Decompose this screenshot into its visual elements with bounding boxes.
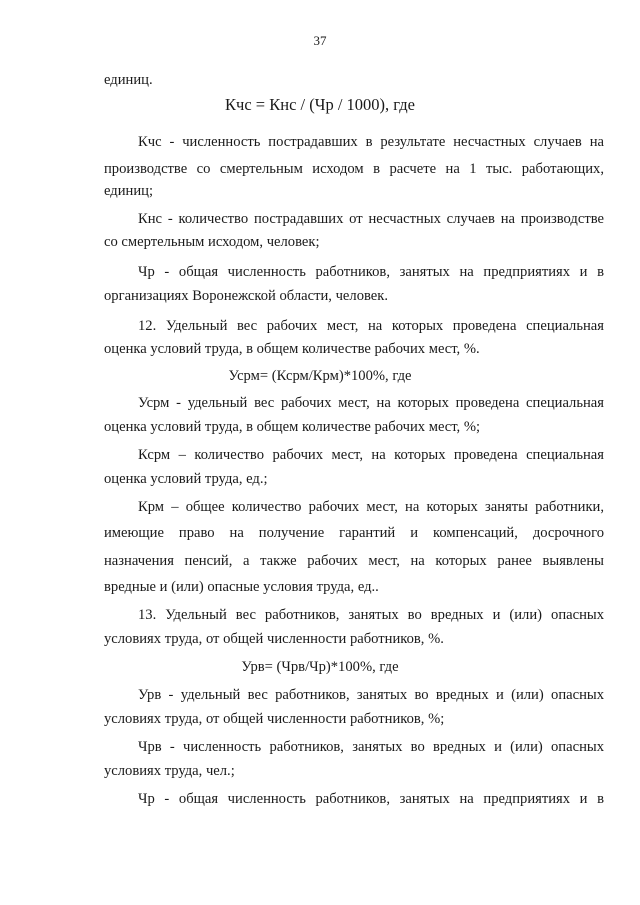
- text-line: Усрм - удельный вес рабочих мест, на которых проведена специальная: [138, 395, 604, 411]
- text-line: Чр - общая численность работников, занятых на предприятиях и в: [138, 791, 604, 807]
- text-line: условиях труда, чел.;: [104, 763, 235, 779]
- text-line: вредные и (или) опасные условия труда, ед..: [104, 579, 379, 595]
- text-line: имеющие право на получение гарантий и компенсаций, досрочного: [104, 525, 604, 541]
- text-line: оценка условий труда, в общем количестве рабочих мест, %;: [104, 419, 481, 435]
- text-line: единиц;: [104, 183, 154, 199]
- text-line: Чрв - численность работников, занятых во вредных и (или) опасных: [138, 739, 604, 755]
- text-line: Чр - общая численность работников, занятых на предприятиях и в: [138, 264, 604, 280]
- text-line: единиц.: [104, 72, 153, 88]
- text-line: со смертельным исходом, человек;: [104, 234, 320, 250]
- formula-usrm: Усрм= (Ксрм/Крм)*100%, где: [228, 368, 412, 384]
- page-number: 37: [313, 33, 327, 48]
- text-line: Крм – общее количество рабочих мест, на которых заняты работники,: [138, 499, 604, 515]
- text-line: производстве со смертельным исходом в расчете на 1 тыс. работающих,: [104, 161, 604, 177]
- text-line: условиях труда, от общей численности работников, %.: [104, 631, 444, 647]
- text-line: 12. Удельный вес рабочих мест, на которых проведена специальная: [138, 318, 604, 334]
- text-line: организациях Воронежской области, человек.: [104, 288, 389, 304]
- text-line: назначения пенсий, а также рабочих мест, на которых ранее выявлены: [104, 553, 604, 569]
- text-line: условиях труда, от общей численности работников, %;: [104, 711, 445, 727]
- text-line: оценка условий труда, ед.;: [104, 471, 268, 487]
- text-line: Кчс - численность пострадавших в результате несчастных случаев на: [138, 134, 604, 150]
- text-line: Ксрм – количество рабочих мест, на которых проведена специальная: [138, 447, 604, 463]
- formula-kchs: Кчс = Кнс / (Чр / 1000), где: [225, 95, 415, 114]
- text-line: 13. Удельный вес работников, занятых во вредных и (или) опасных: [138, 607, 604, 623]
- text-line: Кнс - количество пострадавших от несчастных случаев на производстве: [138, 211, 604, 227]
- text-line: оценка условий труда, в общем количестве рабочих мест, %.: [104, 341, 480, 357]
- formula-urv: Урв= (Чрв/Чр)*100%, где: [241, 659, 399, 675]
- text-line: Урв - удельный вес работников, занятых во вредных и (или) опасных: [138, 687, 604, 703]
